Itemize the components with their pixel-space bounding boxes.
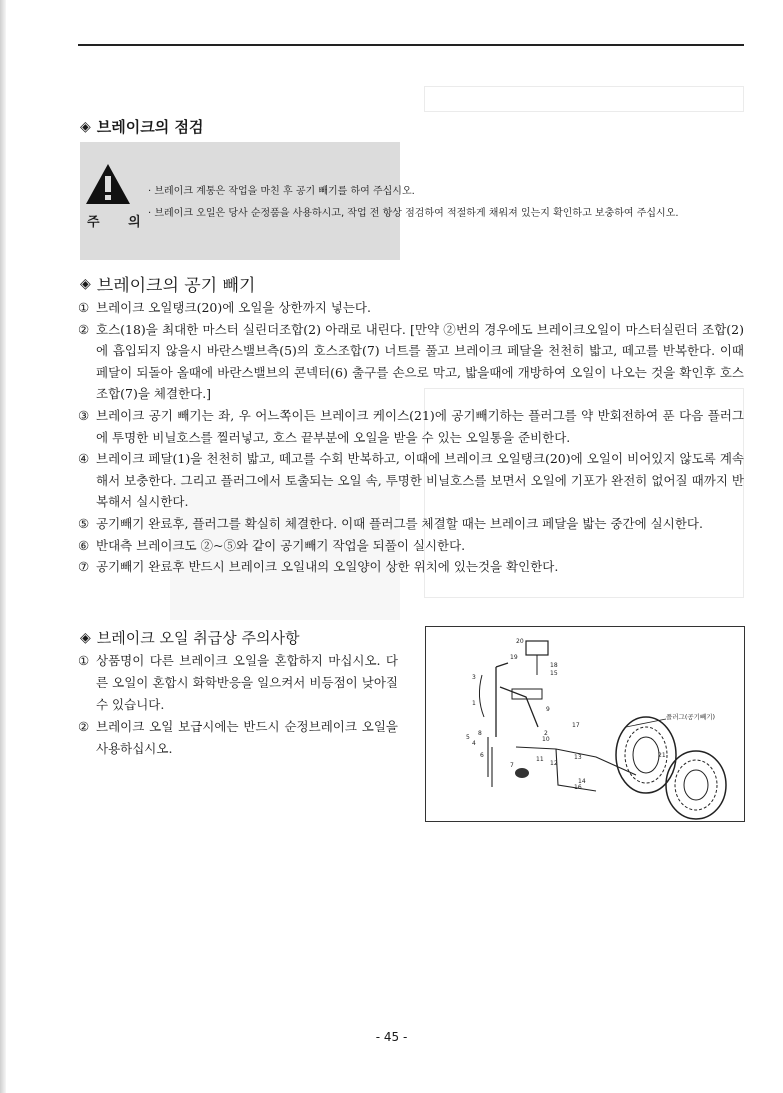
step-number: ④	[78, 451, 90, 467]
part-number: 21	[658, 752, 666, 759]
list-item	[78, 650, 398, 716]
list-item	[78, 535, 744, 557]
list-item	[78, 319, 744, 405]
caution-line: · 브레이크 계통은 작업을 마친 후 공기 빼기를 하여 주십시오.	[148, 186, 415, 197]
part-number: 10	[542, 736, 550, 743]
step-number: ②	[78, 719, 90, 734]
caution-lines	[148, 181, 679, 225]
list-item	[78, 405, 744, 448]
step-number: ①	[78, 300, 90, 315]
part-number: 12	[550, 760, 558, 767]
section-title-text: 브레이크의 공기 빼기	[96, 276, 256, 296]
step-text: 상품명이 다른 브레이크 오일을 혼합하지 마십시오. 다른 오일이 혼합시 화학반응을 일으켜서 비등점이 낮아질 수 있습니다.	[96, 653, 398, 712]
step-text: 브레이크 공기 빼기는 좌, 우 어느쪽이든 브레이크 케이스(21)에 공기빼기하는 플러그를 약 반회전하여 푼 다음 플러그에 투명한 비닐호스를 찔러넣고, 호스 끝부분에 오일을 받을 수 있는 오일통을 준비한다.	[96, 407, 744, 445]
part-number: 13	[574, 754, 582, 761]
brake-system-diagram	[425, 626, 745, 822]
caution-line: · 브레이크 오일은 당사 순정품을 사용하시고, 작업 전 항상 점검하여 적절하게 채워져 있는지 확인하고 보충하여 주십시오.	[148, 208, 679, 219]
step-number: ③	[78, 407, 90, 423]
brake-drum-right	[666, 751, 726, 819]
part-number: 14	[578, 778, 586, 785]
step-number: ⑤	[78, 515, 90, 531]
list-item	[78, 297, 744, 319]
part-number: 15	[550, 670, 558, 677]
part-number: 8	[478, 730, 482, 737]
step-text: 반대측 브레이크도 ②~⑤와 같이 공기빼기 작업을 되풀이 실시한다.	[96, 537, 466, 553]
part-number: 4	[472, 740, 476, 747]
part-number: 3	[472, 674, 476, 681]
part-number: 1	[472, 700, 476, 707]
step-number: ①	[78, 653, 90, 668]
part-number: 17	[572, 722, 580, 729]
section-oil-title	[80, 627, 299, 648]
part-number: 16	[574, 784, 582, 791]
part-number: 19	[510, 654, 518, 661]
part-number: 7	[510, 762, 514, 769]
step-text: 공기빼기 완료후, 플러그를 확실히 체결한다. 이때 플러그를 체결할 때는 브레이크 페달을 밟는 중간에 실시한다.	[96, 515, 703, 531]
part-number: 18	[550, 662, 558, 669]
caution-label: 주 의	[87, 215, 153, 230]
step-number: ⑥	[78, 537, 90, 553]
part-number: 11	[536, 756, 544, 763]
diamond-bullet-icon: ◈	[80, 275, 91, 292]
section-inspection-title	[80, 116, 203, 137]
part-number: 2	[544, 730, 548, 737]
list-item	[78, 716, 398, 760]
section-title-text: 브레이크의 점검	[96, 118, 204, 136]
list-item	[78, 556, 744, 578]
step-text: 공기빼기 완료후 반드시 브레이크 오일내의 오일양이 상한 위치에 있는것을 확인한다.	[96, 559, 559, 575]
brake-drum-left	[616, 717, 676, 793]
step-text: 브레이크 페달(1)을 천천히 밟고, 떼고를 수회 반복하고, 이때에 브레이크 오일탱크(20)에 오일이 비어있지 않도록 계속해서 보충한다. 그리고 플러그에서 토출되는 오일 속, 투명한 비닐호스를 보면서 오일에 기포가 완전히 없어질 때까지 반복해서 실시한다.	[96, 451, 744, 510]
list-item	[78, 448, 744, 513]
section-title-text: 브레이크 오일 취급상 주의사항	[96, 629, 300, 647]
oil-steps	[78, 650, 398, 760]
step-number: ②	[78, 321, 90, 337]
warning-icon	[84, 162, 132, 206]
part-number: 9	[546, 706, 550, 713]
section-bleeding-title	[80, 271, 255, 296]
step-number: ⑦	[78, 559, 90, 575]
bleeding-steps	[78, 297, 744, 578]
top-rule	[78, 44, 744, 46]
plug-label: 플러그(공기빼기)	[666, 713, 716, 721]
part-number: 6	[480, 752, 484, 759]
diamond-bullet-icon: ◈	[80, 118, 91, 135]
diamond-bullet-icon: ◈	[80, 629, 91, 646]
part-number: 20	[516, 638, 524, 645]
brake-diagram-illustration	[426, 627, 744, 821]
part-number: 5	[466, 734, 470, 741]
step-text: 호스(18)을 최대한 마스터 실린더조합(2) 아래로 내린다. [만약 ②번의 경우에도 브레이크오일이 마스터실린더 조합(2)에 흡입되지 않을시 바란스밸브측(5)의 호스조합(7) 너트를 풀고 브레이크 페달을 천천히 밟고, 떼고를 반복한다. 이때 페달이 되돌아 올때에 바란스밸브의 콘넥터(6) 출구를 손으로 막고, 밟을때에 개방하여 오일이 나오는 것을 확인후 호스조합(7)을 체결한다.]	[96, 321, 744, 402]
step-text: 브레이크 오일탱크(20)에 오일을 상한까지 넣는다.	[96, 300, 371, 315]
step-text: 브레이크 오일 보급시에는 반드시 순정브레이크 오일을 사용하십시오.	[96, 719, 398, 756]
list-item	[78, 513, 744, 535]
page-edge	[0, 0, 6, 1093]
page-number: - 45 -	[375, 1030, 408, 1044]
bleed-through-box	[424, 86, 744, 112]
